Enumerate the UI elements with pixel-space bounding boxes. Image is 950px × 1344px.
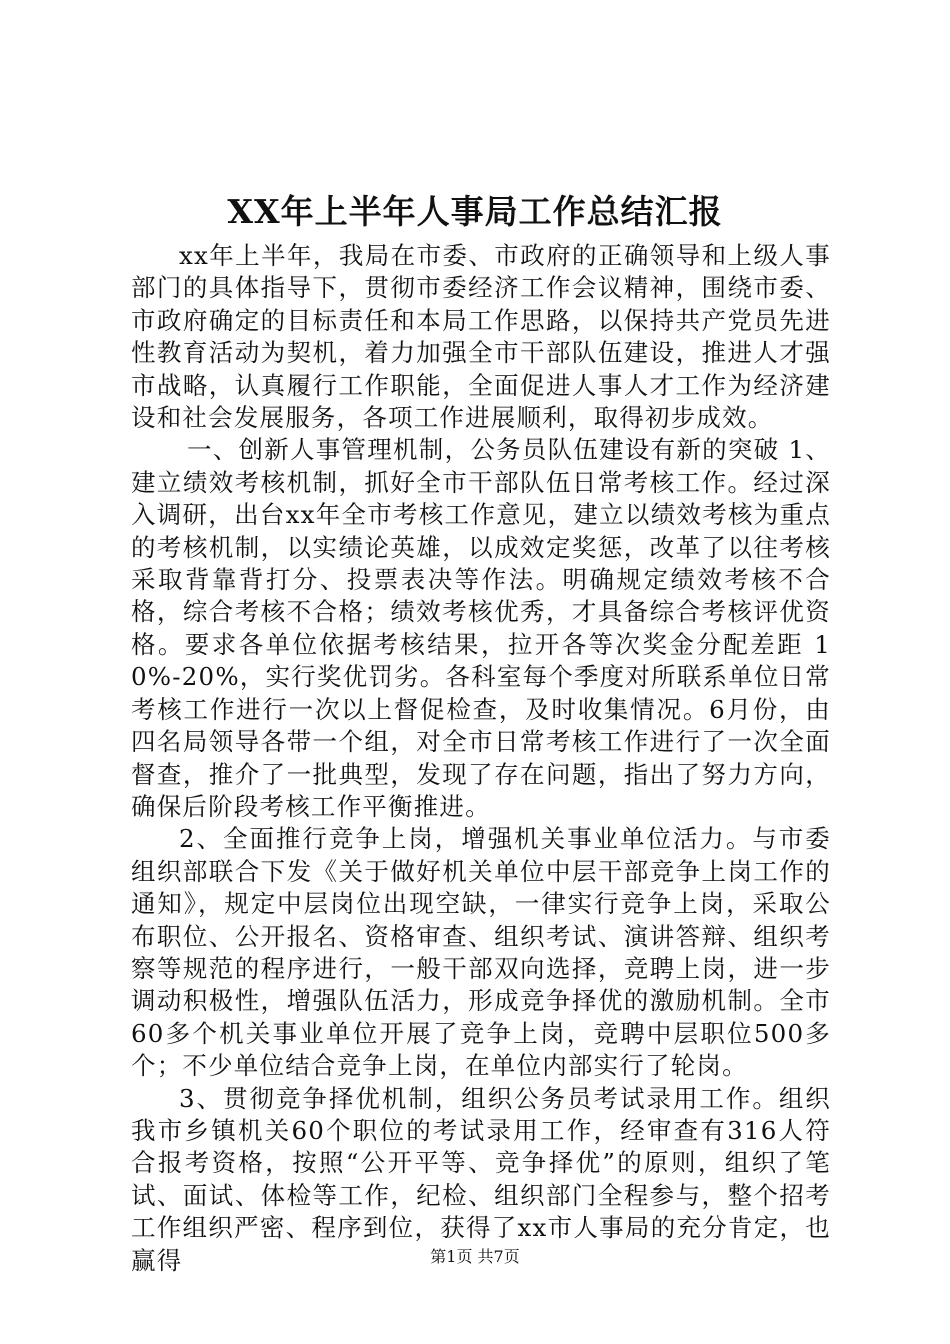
paragraph-intro: xx年上半年，我局在市委、市政府的正确领导和上级人事部门的具体指导下，贯彻市委经济工作会议精神，围绕市委、市政府确定的目标责任和本局工作思路，以保持共产党员先进性教育活动为契机，着力加强全市干部队伍建设，推进人才强市战略，认真履行工作职能，全面促进人事人才工作为经济建设和社会发展服务，各项工作进展顺利，取得初步成效。: [131, 241, 831, 433]
paragraph-section-1: 一、创新人事管理机制，公务员队伍建设有新的突破 1、建立绩效考核机制，抓好全市干部队伍日常考核工作。经过深入调研，出台xx年全市考核工作意见，建立以绩效考核为重点的考核机制，以实绩论英雄，以成效定奖惩，改革了以往考核采取背靠背打分、投票表决等作法。明确规定绩效考核不合格，综合考核不合格；绩效考核优秀，才具备综合考核评优资格。要求各单位依据考核结果，拉开各等次奖金分配差距 10%-20%，实行奖优罚劣。各科室每个季度对所联系单位日常考核工作进行一次以上督促检查，及时收集情况。6月份，由四名局领导各带一个组，对全市日常考核工作进行了一次全面督查，推介了一批典型，发现了存在问题，指出了努力方向，确保后阶段考核工作平衡推进。: [131, 435, 831, 821]
paragraph-item-2: 2、全面推行竞争上岗，增强机关事业单位活力。与市委组织部联合下发《关于做好机关单位中层干部竞争上岗工作的通知》，规定中层岗位出现空缺，一律实行竞争上岗，采取公布职位、公开报名、资格审查、组织考试、演讲答辩、组织考察等规范的程序进行，一般干部双向选择，竞聘上岗，进一步调动积极性，增强队伍活力，形成竞争择优的激励机制。全市60多个机关事业单位开展了竞争上岗，竞聘中层职位500多个；不少单位结合竞争上岗，在单位内部实行了轮岗。: [131, 824, 831, 1081]
document-body: [131, 240, 831, 1277]
page-number-footer: 第1页 共7页: [430, 1247, 520, 1266]
paragraph-item-3: 3、贯彻竞争择优机制，组织公务员考试录用工作。组织我市乡镇机关60个职位的考试录用工作，经审查有316人符合报考资格，按照“公开平等、竞争择优”的原则，组织了笔试、面试、体检等工作，纪检、组织部门全程参与，整个招考工作组织严密、程序到位，获得了xx市人事局的充分肯定，也赢得: [131, 1083, 831, 1275]
document-title: XX年上半年人事局工作总结汇报: [227, 192, 723, 231]
